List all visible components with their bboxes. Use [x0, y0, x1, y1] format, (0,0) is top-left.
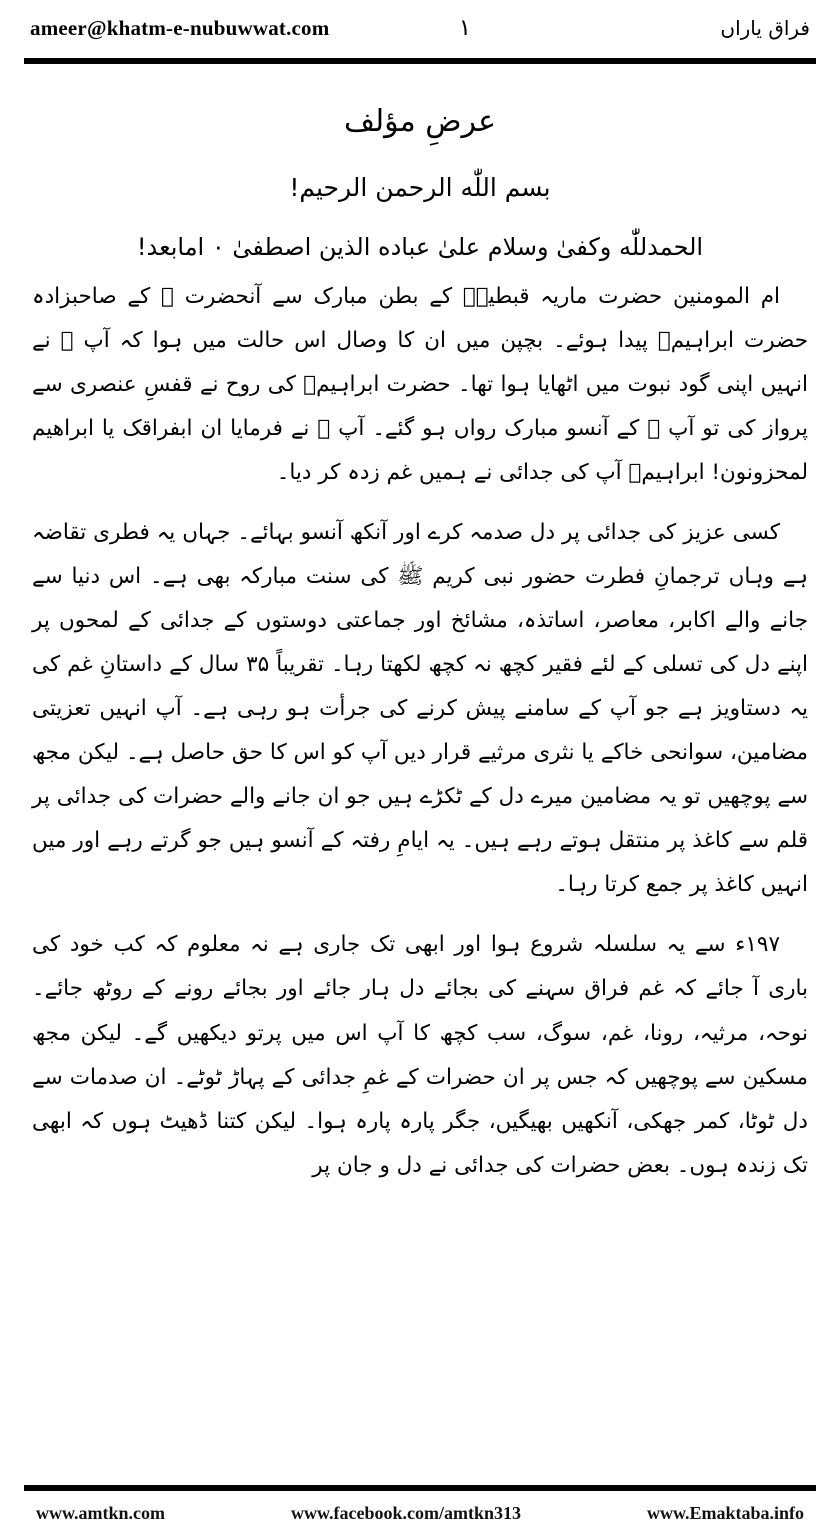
page-footer-wrap [22, 1485, 818, 1530]
hamd-line: الحمدللّٰه وکفیٰ وسلام علیٰ عباده الذین اصطفیٰ ٠ امابعد! [136, 232, 704, 261]
footer-link-website[interactable]: www.amtkn.com [36, 1503, 165, 1523]
header-page-number: ١ [458, 15, 472, 41]
paragraph-1: ام المومنین حضرت ماریہ قبطیہؓ کے بطن مبارک سے آنحضرت ﷺ کے صاحبزادہ حضرت ابراہیمؓ پیدا ہوئے۔ بچپن میں ان کا وصال اس حالت میں ہوا کہ آپ ﷺ نے انہیں اپنی گود نبوت میں اٹھایا ہوا تھا۔ حضرت ابراہیمؓ کی روح نے قفسِ عنصری سے پرواز کی تو آپ ﷺ کے آنسو مبارک رواں ہو گئے۔ آپ ﷺ نے فرمایا ان ابفراقک یا ابراھیم لمحزونون! ابراہیمؓ آپ کی جدائی نے ہمیں غم زدہ کر دیا۔ [32, 283, 808, 485]
paragraph-3: ۱۹۷ء سے یہ سلسلہ شروع ہوا اور ابھی تک جاری ہے نہ معلوم کہ کب خود کی باری آ جائے کہ غم فراق سہنے کی بجائے دل ہار جائے اور بجائے رونے کے روٹھ جائے۔ نوحہ، مرثیہ، رونا، غم، سوگ، سب کچھ کا آپ اس میں پرتو دیکھیں گے۔ لیکن مجھ مسکین سے پوچھیں کہ جس پر ان حضرات کے غمِ جدائی کے پہاڑ ٹوٹے۔ ان صدمات سے دل ٹوٹا، کمر جھکی، آنکھیں بھیگیں، جگر پارہ پارہ ہوا۔ لیکن کتنا ڈھیٹ ہوں کہ ابھی تک زندہ ہوں۔ بعض حضرات کی جدائی نے دل و جان پر [32, 932, 808, 1178]
document-body [22, 64, 818, 1188]
header-book-title: فراق یاراں [720, 16, 810, 40]
page-header [22, 0, 818, 56]
footer-link-emaktaba[interactable]: www.Emaktaba.info [646, 1503, 804, 1523]
page-title: عرضِ مؤلف [343, 104, 497, 139]
page-footer [22, 1491, 818, 1530]
header-email: ameer@khatm-e-nubuwwat.com [30, 15, 330, 40]
paragraph-2: کسی عزیز کی جدائی پر دل صدمہ کرے اور آنکھ آنسو بہائے۔ جہاں یہ فطری تقاضہ ہے وہاں ترجمانِ فطرت حضور نبی کریم ﷺ کی سنت مبارکہ بھی ہے۔ اس دنیا سے جانے والے اکابر، معاصر، اساتذہ، مشائخ اور جماعتی دوستوں کے جدائی کے لمحوں پر اپنے دل کی تسلی کے لئے فقیر کچھ نہ کچھ لکھتا رہا۔ تقریباً ۳۵ سال کے داستانِ غم کی یہ دستاویز ہے جو آپ کے سامنے پیش کرنے کی جرأت ہو رہی ہے۔ آپ انہیں تعزیتی مضامین، سوانحی خاکے یا نثری مرثیے قرار دیں آپ کو اس کا حق حاصل ہے۔ لیکن مجھ سے پوچھیں تو یہ مضامین میرے دل کے ٹکڑے ہیں جو ان جانے والے حضرات کی جدائی پر قلم سے کاغذ پر منتقل ہوتے رہے ہیں۔ یہ ایامِ رفتہ کے آنسو ہیں جو گرتے رہے اور میں انہیں کاغذ پر جمع کرتا رہا۔ [32, 519, 808, 898]
footer-link-facebook[interactable]: www.facebook.com/amtkn313 [290, 1503, 521, 1523]
bismillah-line: بسم اللّٰه الرحمن الرحیم! [289, 173, 551, 202]
